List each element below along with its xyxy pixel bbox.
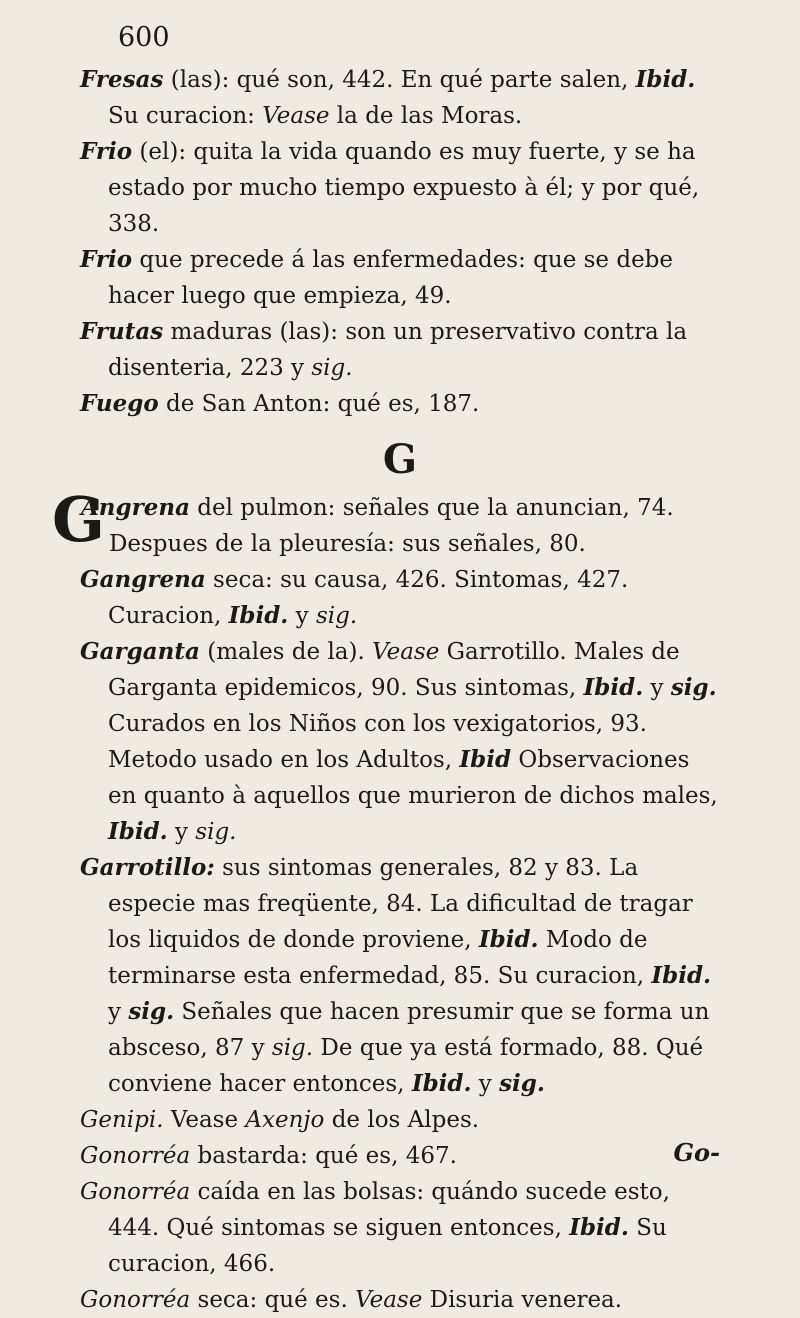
index-entry: Gangrena seca: su causa, 426. Sintomas, 427. Curacion, Ibid. y sig. [80,566,629,629]
index-entry: Garganta (males de la). Vease Garrotillo. Males de Garganta epidemicos, 90. Sus sintomas, Ibid. y sig. Curados en los Niños con los vexigatorios, 93. Metodo usado en los Adultos, Ibid Observaciones en quanto à aquellos que murieron de dichos males, Ibid. y sig. [80,638,718,845]
index-entry: G Angrena del pulmon: señales que la anuncian, 74. Despues de la pleuresía: sus señales, 80. [52,483,674,557]
index-entry: Gonorréa seca: qué es. Vease Disuria venerea. [80,1287,623,1313]
index-entry: Fresas (las): qué son, 442. En qué parte salen, Ibid. Su curacion: Vease la de las Moras. [80,66,696,129]
index-entry: Genipi. Vease Axenjo de los Alpes. [80,1107,480,1133]
index-entry: Frutas maduras (las): son un preservativo contra la disenteria, 223 y sig. [80,318,688,381]
index-entry: Fuego de San Anton: qué es, 187. [80,390,480,417]
drop-cap: G [52,483,105,556]
index-entry: Garrotillo: sus sintomas generales, 82 y 83. La especie mas freqüente, 84. La dificultad de tragar los liquidos de donde proviene, Ibid. Modo de terminarse esta enfermedad, 85. Su curacion, Ibid. y sig. Señales que hacen presumir que se forma un absceso, 87 y sig. De que ya está formado, 88. Qué conviene hacer entonces, Ibid. y sig. [80,854,712,1097]
catchword: Go- [673,1138,720,1167]
index-entry: Frio (el): quita la vida quando es muy fuerte, y se ha estado por mucho tiempo expuesto à él; y por qué, 338. [80,138,700,237]
index-entry: Gonorréa bastarda: qué es, 467. [80,1143,457,1169]
section-letter: G [382,436,418,483]
page-number: 600 [118,22,170,53]
index-entry: Frio que precede á las enfermedades: que se debe hacer luego que empieza, 49. [80,246,674,309]
index-entries [52,62,720,1318]
index-entry: Gonorréa caída en las bolsas: quándo sucede esto, 444. Qué sintomas se siguen entonces, Ibid. Su curacion, 466. [80,1179,670,1277]
